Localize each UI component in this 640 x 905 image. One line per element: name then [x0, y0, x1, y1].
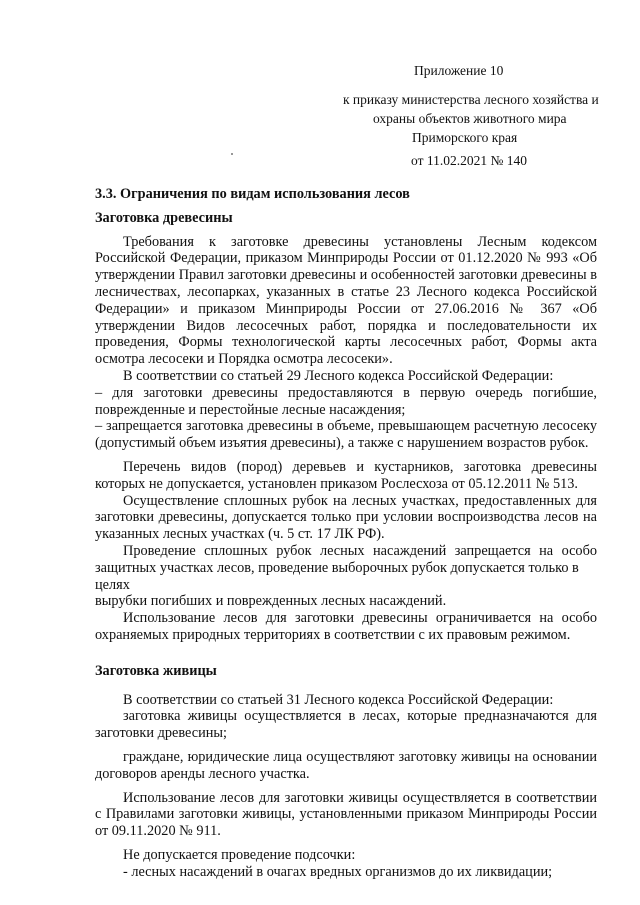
resin-paragraph-rules: Использование лесов для заготовки живицы осуществляется в соответствии с Правилами заготовки живицы, установленными приказом Минприроды России от 09.11.2020 № 911. — [95, 789, 597, 840]
wood-paragraph-protective-areas-cont-1: целях — [95, 576, 130, 593]
wood-paragraph-requirements: Требования к заготовке древесины установлены Лесным кодексом Российской Федерации, приказом Минприроды России от 01.12.2020 № 993 «Об утверждении Правил заготовки древесины и особенностей заготовки древесины в лесничествах, лесопарках, указанных в статье 23 Лесного кодекса Российской Федерации» и приказом Минприроды России от 27.06.2016 № 367 «Об утверждении Видов лесосечных работ, порядка и последовательности их проведения, Формы технологической карты лесосечных работ, Формы акта осмотра лесосеки и Порядка осмотра лесосеки». — [95, 233, 597, 368]
order-line-2: охраны объектов животного мира — [373, 111, 567, 126]
resin-list-item-1: - лесных насаждений в очагах вредных организмов до их ликвидации; — [123, 863, 553, 880]
wood-paragraph-protected-territories: Использование лесов для заготовки древесины ограничивается на особо охраняемых природных территориях в соответствии с их правовым режимом. — [95, 610, 597, 643]
wood-list-item-2: – запрещается заготовка древесины в объеме, превышающем расчетную лесосеку (допустимый объем изъятия древесины), а также с нарушением возрастов рубок. — [95, 418, 597, 452]
resin-paragraph-article-31: В соответствии со статьей 31 Лесного кодекса Российской Федерации: — [123, 691, 554, 708]
wood-paragraph-protective-areas: Проведение сплошных рубок лесных насаждений запрещается на особо защитных участках лесов, проведение выборочных рубок допускается только в — [95, 542, 597, 576]
resin-paragraph-tapping-not-allowed: Не допускается проведение подсочки: — [123, 846, 356, 863]
document-body — [95, 186, 597, 880]
wood-paragraph-clear-cutting: Осуществление сплошных рубок на лесных участках, предоставленных для заготовки древесины, допускается только при условии воспроизводства лесов на указанных лесных участках (ч. 5 ст. 17 ЛК РФ). — [95, 492, 597, 543]
heading-wood-harvesting: Заготовка древесины — [95, 209, 233, 226]
order-line-3: Приморского края — [412, 130, 518, 145]
order-line-1: к приказу министерства лесного хозяйства и — [343, 92, 599, 107]
wood-paragraph-protective-areas-cont-2: вырубки погибших и поврежденных лесных насаждений. — [95, 593, 447, 610]
appendix-label: Приложение 10 — [414, 63, 504, 78]
scan-speck — [231, 153, 233, 155]
section-title: 3.3. Ограничения по видам использования лесов — [95, 186, 410, 202]
heading-resin-harvesting: Заготовка живицы — [95, 662, 217, 679]
resin-paragraph-lease: граждане, юридические лица осуществляют заготовку живицы на основании договоров аренды лесного участка. — [95, 748, 597, 782]
order-date-number: от 11.02.2021 № 140 — [411, 153, 527, 168]
wood-paragraph-article-29: В соответствии со статьей 29 Лесного кодекса Российской Федерации: — [123, 367, 554, 384]
resin-paragraph-forests: заготовка живицы осуществляется в лесах, которые предназначаются для заготовки древесины; — [95, 708, 597, 742]
wood-paragraph-species-list: Перечень видов (пород) деревьев и кустарников, заготовка древесины которых не допускается, установлен приказом Рослесхоза от 05.12.2011 № 513. — [95, 458, 597, 492]
wood-list-item-1: – для заготовки древесины предоставляются в первую очередь погибшие, поврежденные и перестойные лесные насаждения; — [95, 384, 597, 418]
